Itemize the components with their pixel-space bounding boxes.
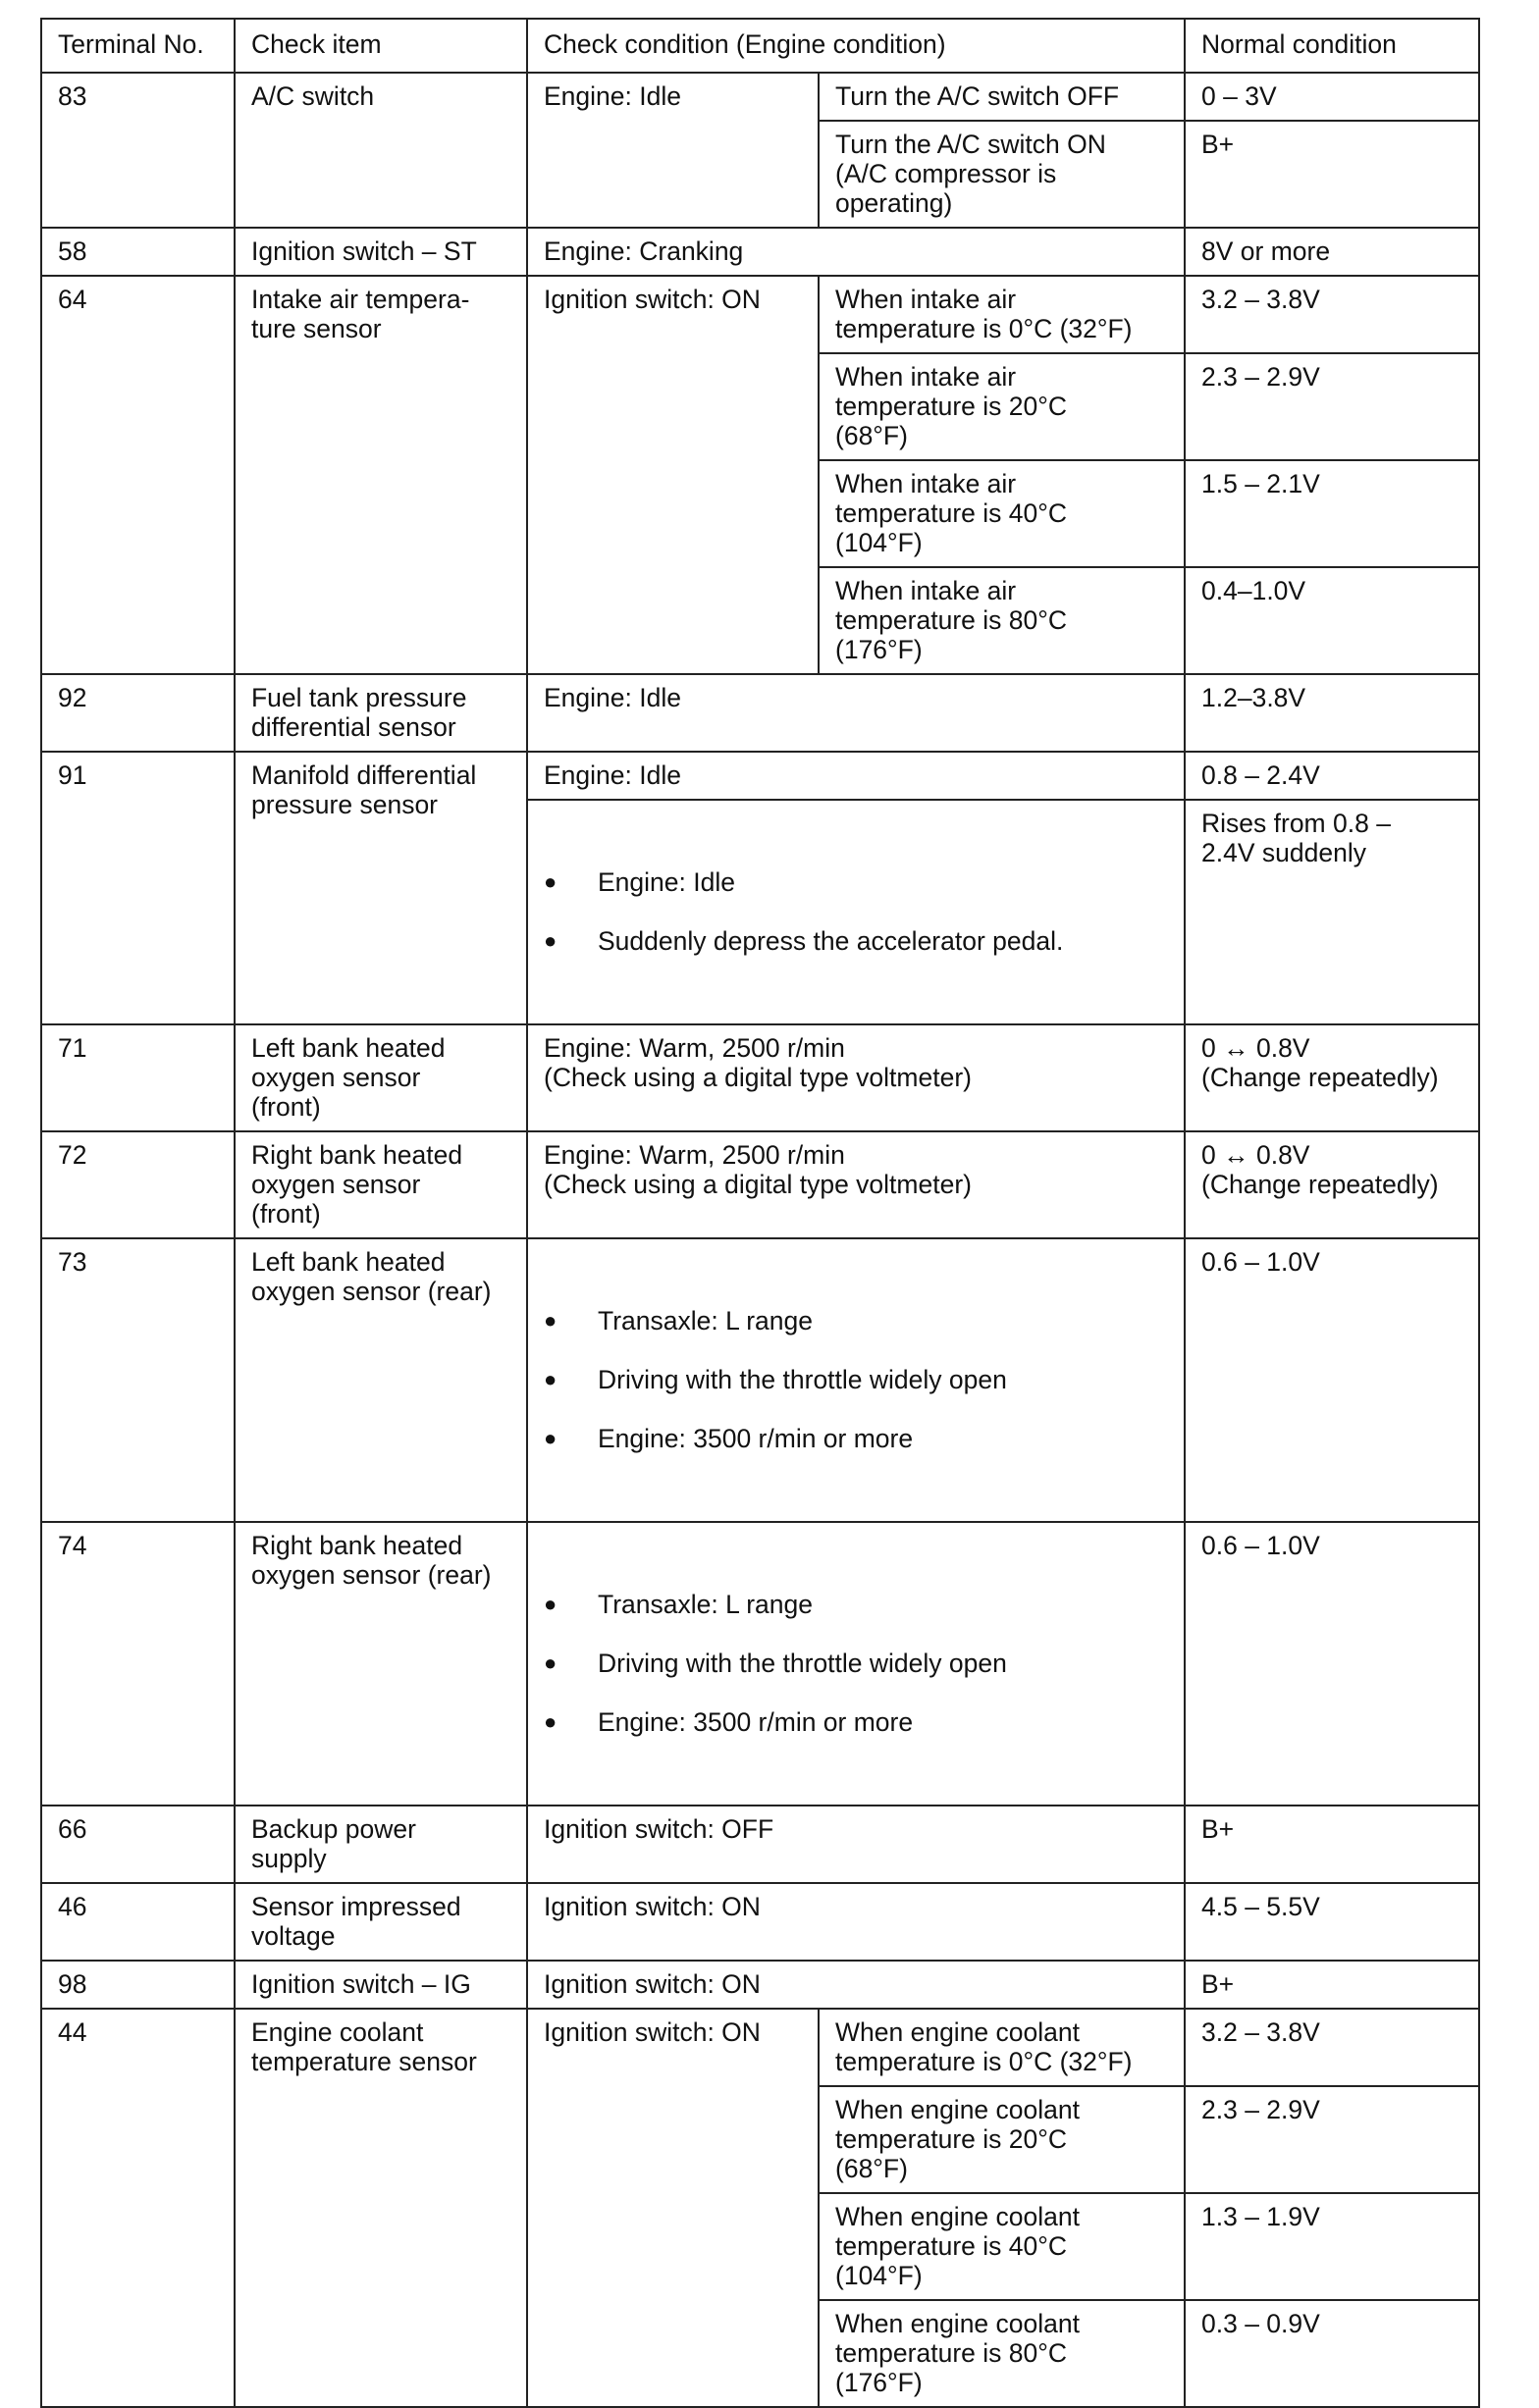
normal-cell: 0.6 – 1.0V (1185, 1522, 1479, 1806)
terminal-cell: 73 (41, 1238, 235, 1522)
normal-cell: 0.6 – 1.0V (1185, 1238, 1479, 1522)
table-row (41, 674, 1479, 752)
terminal-cell: 72 (41, 1131, 235, 1238)
condition-bullet: ● Engine: 3500 r/min or more (544, 1424, 1172, 1453)
check-item-cell: Sensor impressed voltage (235, 1883, 527, 1961)
condition-cell: Ignition switch: ON (527, 276, 819, 674)
check-item-cell: Right bank heated oxygen sensor (rear) (235, 1522, 527, 1806)
normal-cell: 2.3 – 2.9V (1185, 2086, 1479, 2193)
check-item-cell: Ignition switch – ST (235, 228, 527, 276)
condition-cell: Engine: Warm, 2500 r/min (Check using a digital type voltmeter) (527, 1131, 1185, 1238)
condition-detail-cell: When intake air temperature is 0°C (32°F) (819, 276, 1185, 353)
condition-cell: Ignition switch: ON (527, 1883, 1185, 1961)
check-item-cell: Intake air tempera- ture sensor (235, 276, 527, 674)
condition-bullet: ● Driving with the throttle widely open (544, 1649, 1172, 1678)
condition-bullet: ● Suddenly depress the accelerator pedal. (544, 926, 1172, 956)
condition-bullet: ● Engine: 3500 r/min or more (544, 1707, 1172, 1737)
condition-bullet: ● Transaxle: L range (544, 1590, 1172, 1619)
check-item-cell: Left bank heated oxygen sensor (front) (235, 1024, 527, 1131)
check-item-cell: Ignition switch – IG (235, 1961, 527, 2009)
table-row (41, 1238, 1479, 1522)
normal-cell: 0 – 3V (1185, 73, 1479, 121)
condition-cell: Engine: Warm, 2500 r/min (Check using a digital type voltmeter) (527, 1024, 1185, 1131)
table-row (41, 73, 1479, 121)
table-row (41, 1961, 1479, 2009)
header-check-item: Check item (235, 19, 527, 73)
table-row (41, 228, 1479, 276)
condition-detail-cell: When engine coolant temperature is 40°C (104°F) (819, 2193, 1185, 2300)
normal-cell: 0.3 – 0.9V (1185, 2300, 1479, 2407)
table-row (41, 1131, 1479, 1238)
condition-detail-cell: When intake air temperature is 40°C (104°F) (819, 460, 1185, 567)
condition-bullet: ● Transaxle: L range (544, 1306, 1172, 1335)
table-row (41, 2009, 1479, 2086)
condition-bullets-cell (527, 1238, 1185, 1522)
normal-cell: 3.2 – 3.8V (1185, 276, 1479, 353)
condition-cell: Engine: Idle (527, 73, 819, 228)
table-row (41, 1806, 1479, 1883)
condition-cell: Engine: Idle (527, 674, 1185, 752)
check-item-cell: Fuel tank pressure differential sensor (235, 674, 527, 752)
condition-detail-cell: When intake air temperature is 80°C (176°F) (819, 567, 1185, 674)
check-item-cell: A/C switch (235, 73, 527, 228)
normal-cell: 1.2–3.8V (1185, 674, 1479, 752)
normal-cell: 3.2 – 3.8V (1185, 2009, 1479, 2086)
normal-cell: 0.4–1.0V (1185, 567, 1479, 674)
condition-detail-cell: When engine coolant temperature is 0°C (32°F) (819, 2009, 1185, 2086)
header-normal-condition: Normal condition (1185, 19, 1479, 73)
normal-cell: B+ (1185, 1806, 1479, 1883)
check-item-cell: Manifold differential pressure sensor (235, 752, 527, 1024)
table-row (41, 1024, 1479, 1131)
condition-cell: Ignition switch: OFF (527, 1806, 1185, 1883)
table-row (41, 276, 1479, 353)
condition-detail-cell: When engine coolant temperature is 80°C (176°F) (819, 2300, 1185, 2407)
normal-cell: B+ (1185, 1961, 1479, 2009)
condition-bullet: ● Driving with the throttle widely open (544, 1365, 1172, 1394)
normal-cell: 2.3 – 2.9V (1185, 353, 1479, 460)
condition-bullets-cell (527, 800, 1185, 1024)
normal-cell: 0 ↔ 0.8V (Change repeatedly) (1185, 1131, 1479, 1238)
normal-cell: 1.3 – 1.9V (1185, 2193, 1479, 2300)
header-terminal: Terminal No. (41, 19, 235, 73)
condition-detail-cell: When engine coolant temperature is 20°C (68°F) (819, 2086, 1185, 2193)
table-row (41, 1883, 1479, 1961)
check-item-cell: Left bank heated oxygen sensor (rear) (235, 1238, 527, 1522)
normal-cell: 8V or more (1185, 228, 1479, 276)
terminal-cell: 64 (41, 276, 235, 674)
terminal-cell: 91 (41, 752, 235, 1024)
terminal-cell: 58 (41, 228, 235, 276)
normal-cell: Rises from 0.8 – 2.4V suddenly (1185, 800, 1479, 1024)
terminal-cell: 66 (41, 1806, 235, 1883)
condition-cell: Ignition switch: ON (527, 1961, 1185, 2009)
terminal-cell: 46 (41, 1883, 235, 1961)
table-row (41, 1522, 1479, 1806)
terminal-cell: 44 (41, 2009, 235, 2407)
condition-bullet: ● Engine: Idle (544, 867, 1172, 897)
condition-cell: Engine: Idle (527, 752, 1185, 800)
condition-detail-cell: When intake air temperature is 20°C (68°F) (819, 353, 1185, 460)
terminal-cell: 98 (41, 1961, 235, 2009)
condition-detail-cell: Turn the A/C switch OFF (819, 73, 1185, 121)
terminal-cell: 71 (41, 1024, 235, 1131)
terminal-cell: 83 (41, 73, 235, 228)
check-item-cell: Right bank heated oxygen sensor (front) (235, 1131, 527, 1238)
check-item-cell: Backup power supply (235, 1806, 527, 1883)
normal-cell: 4.5 – 5.5V (1185, 1883, 1479, 1961)
condition-cell: Engine: Cranking (527, 228, 1185, 276)
normal-cell: 0.8 – 2.4V (1185, 752, 1479, 800)
terminal-check-table (40, 18, 1480, 2408)
condition-detail-cell: Turn the A/C switch ON (A/C compressor is operating) (819, 121, 1185, 228)
condition-bullets-cell (527, 1522, 1185, 1806)
header-check-condition: Check condition (Engine condition) (527, 19, 1185, 73)
normal-cell: 0 ↔ 0.8V (Change repeatedly) (1185, 1024, 1479, 1131)
terminal-cell: 92 (41, 674, 235, 752)
normal-cell: 1.5 – 2.1V (1185, 460, 1479, 567)
normal-cell: B+ (1185, 121, 1479, 228)
condition-cell: Ignition switch: ON (527, 2009, 819, 2407)
table-row (41, 752, 1479, 800)
terminal-cell: 74 (41, 1522, 235, 1806)
table-header-row (41, 19, 1479, 73)
check-item-cell: Engine coolant temperature sensor (235, 2009, 527, 2407)
